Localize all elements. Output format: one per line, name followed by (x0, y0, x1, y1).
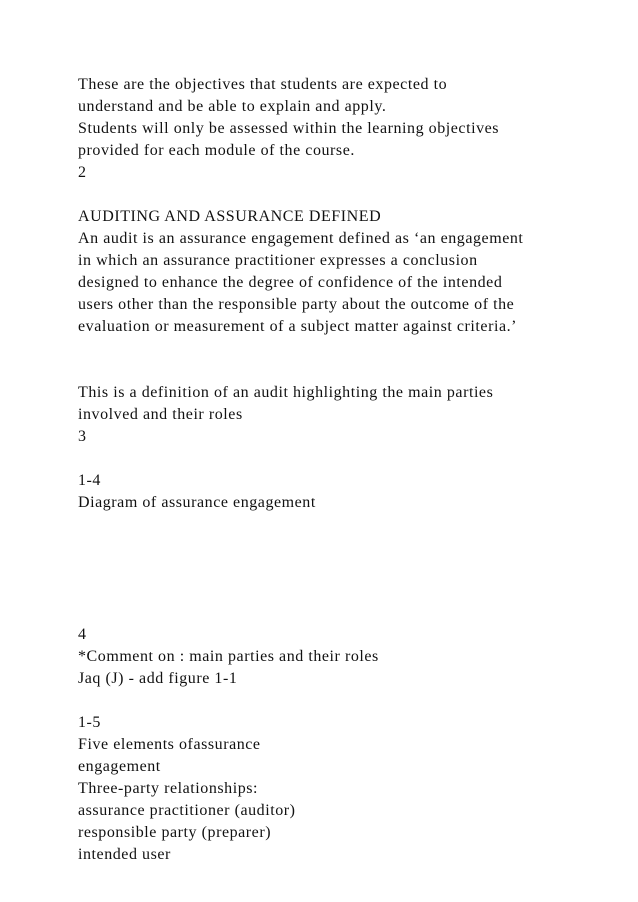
blank-line (78, 360, 618, 382)
slide-number: 2 (78, 164, 87, 181)
text-line: An audit is an assurance engagement defined as ‘an engagement (78, 230, 524, 247)
section-heading: AUDITING AND ASSURANCE DEFINED (78, 208, 382, 225)
text-line: Students will only be assessed within the learning objectives (78, 120, 500, 137)
blank-line (78, 580, 618, 602)
text-line: This is a definition of an audit highlighting the main parties (78, 384, 494, 401)
blank-line (78, 558, 618, 580)
text-line: responsible party (preparer) (78, 824, 272, 841)
slide-number: 4 (78, 626, 87, 643)
blank-line (78, 514, 618, 536)
blank-line (78, 448, 618, 470)
document-body (78, 74, 618, 866)
blank-line (78, 536, 618, 558)
text-line: in which an assurance practitioner expresses a conclusion (78, 252, 478, 269)
slide-label: 1-4 (78, 472, 101, 489)
text-line: users other than the responsible party about the outcome of the (78, 296, 515, 313)
text-line: *Comment on : main parties and their roles (78, 648, 379, 665)
blank-line (78, 338, 618, 360)
text-line: designed to enhance the degree of confidence of the intended (78, 274, 503, 291)
text-line: provided for each module of the course. (78, 142, 355, 159)
text-line: engagement (78, 758, 161, 775)
text-line: Five elements ofassurance (78, 736, 261, 753)
blank-line (78, 690, 618, 712)
text-line: involved and their roles (78, 406, 243, 423)
slide-number: 3 (78, 428, 87, 445)
slide-label: 1-5 (78, 714, 101, 731)
text-line: evaluation or measurement of a subject matter against criteria.’ (78, 318, 518, 335)
text-line: understand and be able to explain and apply. (78, 98, 387, 115)
blank-line (78, 602, 618, 624)
text-line: assurance practitioner (auditor) (78, 802, 296, 819)
text-line: Diagram of assurance engagement (78, 494, 316, 511)
blank-line (78, 184, 618, 206)
text-line: These are the objectives that students are expected to (78, 76, 448, 93)
text-line: Three-party relationships: (78, 780, 259, 797)
text-line: Jaq (J) - add figure 1-1 (78, 670, 238, 687)
text-line: intended user (78, 846, 171, 863)
